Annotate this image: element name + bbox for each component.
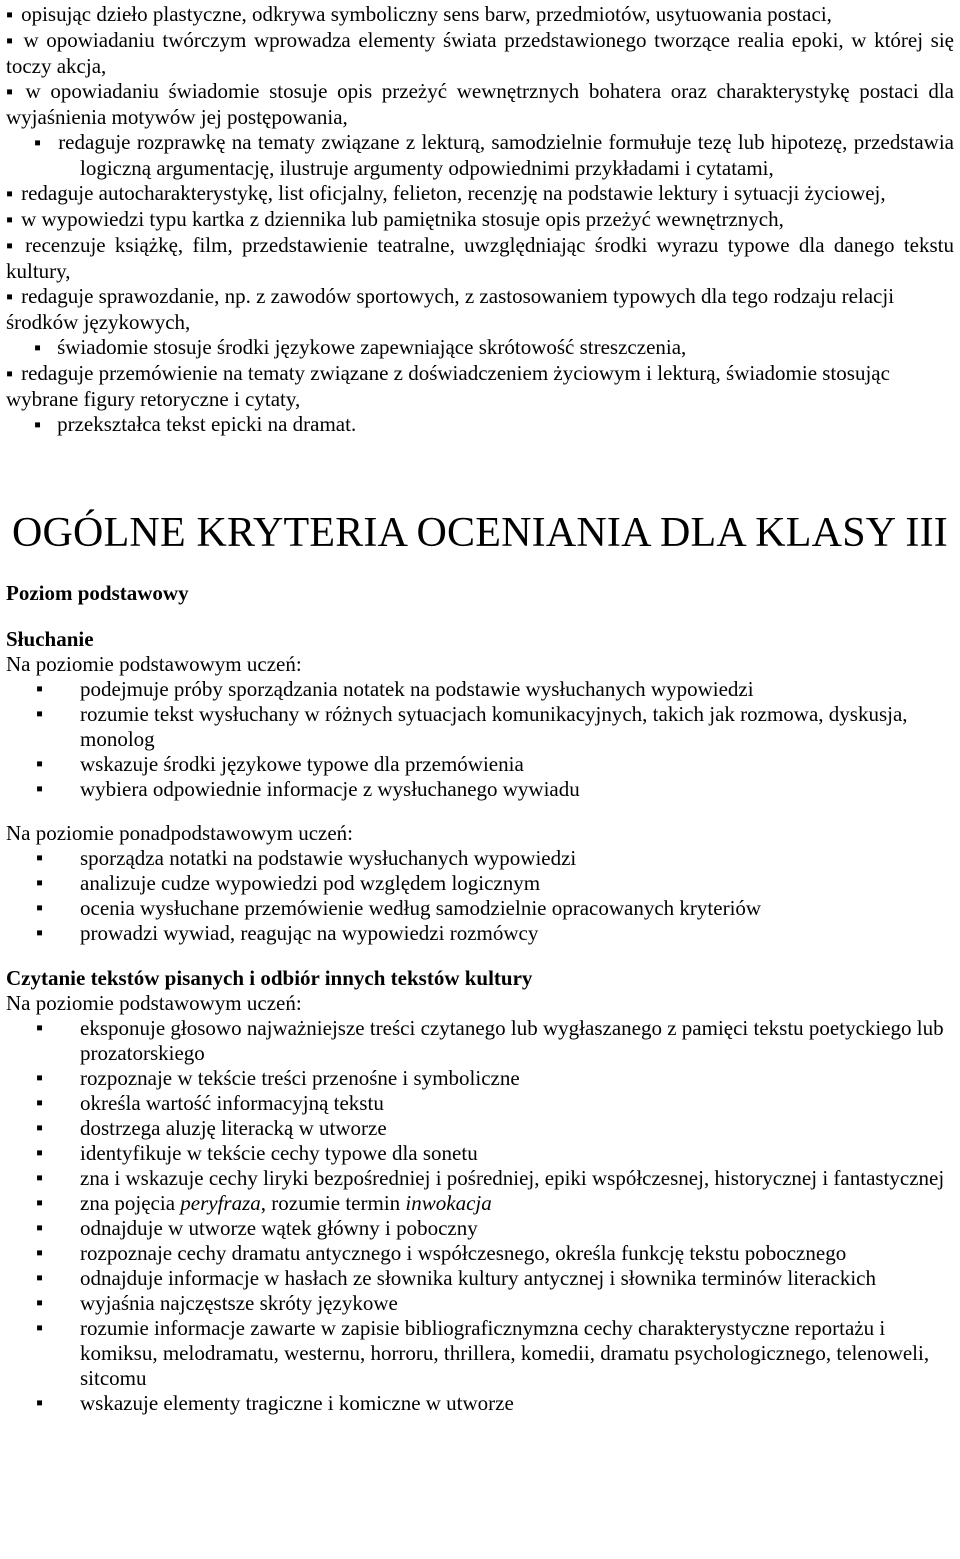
list-item: ▪ wskazuje elementy tragiczne i komiczne w utworze (6, 1391, 954, 1416)
intro-basic: Na poziomie podstawowym uczeń: (6, 991, 302, 1015)
list-item: ▪ odnajduje informacje w hasłach ze słownika kultury antycznej i słownika terminów literackich (6, 1266, 954, 1291)
listening-basic-list (6, 677, 954, 802)
list-item: ▪ w opowiadaniu twórczym wprowadza elementy świata przedstawionego tworzące realia epoki, w której się toczy akcja, (6, 28, 954, 79)
writing-skills-list (6, 2, 954, 438)
list-item: ▪ wybiera odpowiednie informacje z wysłuchanego wywiadu (6, 777, 954, 802)
term-italic: inwokacja (405, 1191, 492, 1215)
list-item: ▪ w opowiadaniu świadomie stosuje opis przeżyć wewnętrznych bohatera oraz charakterystykę postaci dla wyjaśnienia motywów jej postępowania, (6, 79, 954, 130)
list-item: ▪ wyjaśnia najczęstsze skróty językowe (6, 1291, 954, 1316)
intro-basic: Na poziomie podstawowym uczeń: (6, 652, 302, 676)
list-item: ▪ prowadzi wywiad, reagując na wypowiedzi rozmówcy (6, 921, 954, 946)
reading-basic-list (6, 1016, 954, 1416)
list-item: ▪ rozpoznaje cechy dramatu antycznego i współczesnego, określa funkcję tekstu pobocznego (6, 1241, 954, 1266)
list-item: ▪ sporządza notatki na podstawie wysłuchanych wypowiedzi (6, 846, 954, 871)
list-item: ▪ zna i wskazuje cechy liryki bezpośredniej i pośredniej, epiki współczesnej, historycznej i fantastycznej (6, 1166, 954, 1191)
bullet-icon: ▪ (34, 337, 42, 359)
list-item: ▪ odnajduje w utworze wątek główny i poboczny (6, 1216, 954, 1241)
list-item: ▪ redaguje przemówienie na tematy związane z doświadczeniem życiowym i lekturą, świadomie stosując wybrane figury retoryczne i cytaty, (6, 361, 954, 412)
list-item: ▪ wskazuje środki językowe typowe dla przemówienia (6, 752, 954, 777)
list-item: ▪ podejmuje próby sporządzania notatek na podstawie wysłuchanych wypowiedzi (6, 677, 954, 702)
list-item: ▪ recenzuje książkę, film, przedstawienie teatralne, uwzględniając środki wyrazu typowe dla danego tekstu kultury, (6, 233, 954, 284)
list-item: ▪ rozpoznaje w tekście treści przenośne i symboliczne (6, 1066, 954, 1091)
section-title-reading: Czytanie tekstów pisanych i odbiór innych tekstów kultury (6, 966, 533, 990)
page-title: OGÓLNE KRYTERIA OCENIANIA DLA KLASY III (11, 510, 948, 556)
list-item: ▪ określa wartość informacyjną tekstu (6, 1091, 954, 1116)
section-title-listening: Słuchanie (6, 627, 94, 651)
list-item: ▪ dostrzega aluzję literacką w utworze (6, 1116, 954, 1141)
list-item-text: zna pojęcia (80, 1191, 176, 1215)
list-item (6, 1191, 954, 1216)
term-italic: peryfraza (180, 1191, 261, 1215)
list-item-text: przekształca tekst epicki na dramat. (57, 412, 357, 436)
listening-advanced-list (6, 846, 954, 946)
list-item (6, 130, 954, 181)
list-item: ▪ ocenia wysłuchane przemówienie według samodzielnie opracowanych kryteriów (6, 896, 954, 921)
list-item: ▪ w wypowiedzi typu kartka z dziennika lub pamiętnika stosuje opis przeżyć wewnętrznych, (6, 207, 954, 233)
list-item: ▪ rozumie tekst wysłuchany w różnych sytuacjach komunikacyjnych, takich jak rozmowa, dyskusja, monolog (6, 702, 954, 752)
list-item-text: redaguje rozprawkę na tematy związane z lekturą, samodzielnie formułuje tezę lub hipotezę, przedstawia logiczną argumentację, ilustruje argumenty odpowiednimi przykładami i cytatami, (58, 130, 955, 180)
bullet-icon: ▪ (34, 414, 42, 436)
list-item (6, 335, 954, 361)
list-item: ▪ redaguje autocharakterystykę, list oficjalny, felieton, recenzję na podstawie lektury i sytuacji życiowej, (6, 181, 954, 207)
level-heading: Poziom podstawowy (6, 581, 189, 605)
list-item-text: , rozumie termin (260, 1191, 401, 1215)
list-item: ▪ identyfikuje w tekście cechy typowe dla sonetu (6, 1141, 954, 1166)
list-item: ▪ rozumie informacje zawarte w zapisie bibliograficznymzna cechy charakterystyczne reportażu i komiksu, melodramatu, westernu, horroru, thrillera, komedii, dramatu psychologicznego, telenoweli, sitcomu (6, 1316, 954, 1391)
list-item: ▪ eksponuje głosowo najważniejsze treści czytanego lub wygłaszanego z pamięci tekstu poetyckiego lub prozatorskiego (6, 1016, 954, 1066)
intro-advanced: Na poziomie ponadpodstawowym uczeń: (6, 821, 353, 845)
list-item: ▪ opisując dzieło plastyczne, odkrywa symboliczny sens barw, przedmiotów, usytuowania postaci, (6, 2, 954, 28)
list-item: ▪ analizuje cudze wypowiedzi pod względem logicznym (6, 871, 954, 896)
list-item (6, 412, 954, 438)
bullet-icon: ▪ (34, 132, 43, 154)
list-item: ▪ redaguje sprawozdanie, np. z zawodów sportowych, z zastosowaniem typowych dla tego rodzaju relacji środków językowych, (6, 284, 954, 335)
list-item-text: świadomie stosuje środki językowe zapewniające skrótowość streszczenia, (57, 335, 687, 359)
